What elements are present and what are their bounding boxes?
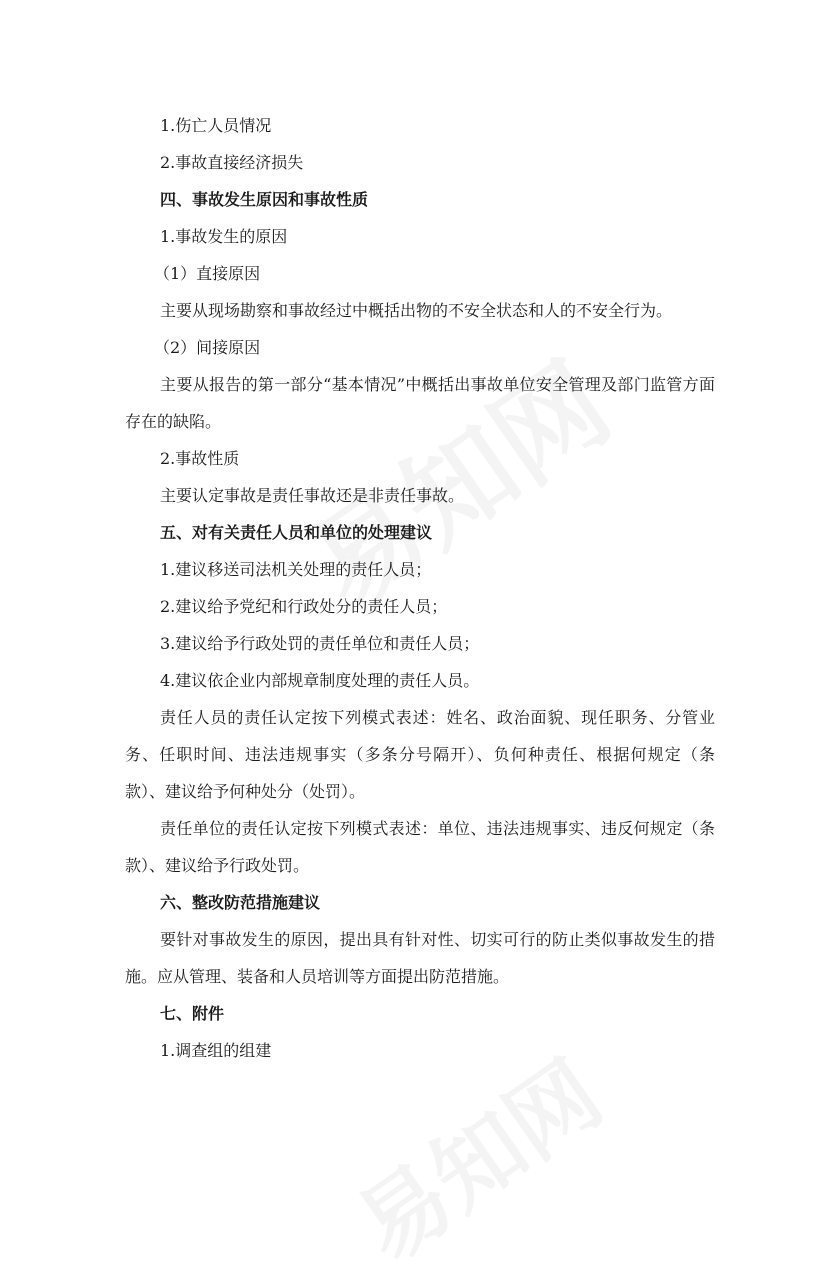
list-item: 1.伤亡人员情况	[160, 116, 272, 135]
list-item: 2.事故直接经济损失	[160, 153, 304, 172]
list-item: 2.事故性质	[160, 449, 240, 468]
section-heading: 五、对有关责任人员和单位的处理建议	[160, 523, 433, 542]
list-item: 3.建议给予行政处罚的责任单位和责任人员；	[160, 634, 480, 653]
paragraph: 主要从报告的第一部分“基本情况”中概括出事故单位安全管理及部门监管方面存在的缺陷。	[125, 375, 715, 431]
list-item: 1.建议移送司法机关处理的责任人员；	[160, 560, 432, 579]
section-heading: 四、事故发生原因和事故性质	[160, 190, 369, 209]
list-item: （1）直接原因	[154, 264, 261, 283]
paragraph: 要针对事故发生的原因，提出具有针对性、切实可行的防止类似事故发生的措施。应从管理、装备和人员培训等方面提出防范措施。	[125, 930, 715, 986]
paragraph: 责任单位的责任认定按下列模式表述：单位、违法违规事实、违反何规定（条款）、建议给予行政处罚。	[125, 819, 715, 875]
paragraph: 主要从现场勘察和事故经过中概括出物的不安全状态和人的不安全行为。	[160, 301, 673, 320]
section-heading: 六、整改防范措施建议	[160, 893, 321, 912]
list-item: 1.调查组的组建	[160, 1041, 272, 1060]
list-item: （2）间接原因	[154, 338, 261, 357]
list-item: 4.建议依企业内部规章制度处理的责任人员。	[160, 671, 480, 690]
paragraph: 主要认定事故是责任事故还是非责任事故。	[160, 486, 465, 505]
section-heading: 七、附件	[160, 1004, 225, 1023]
list-item: 1.事故发生的原因	[160, 227, 288, 246]
document-body	[125, 107, 715, 1069]
paragraph: 责任人员的责任认定按下列模式表述：姓名、政治面貌、现任职务、分管业务、任职时间、违法违规事实（多条分号隔开）、负何种责任、根据何规定（条款）、建议给予何种处分（处罚）。	[125, 708, 715, 801]
list-item: 2.建议给予党纪和行政处分的责任人员；	[160, 597, 448, 616]
